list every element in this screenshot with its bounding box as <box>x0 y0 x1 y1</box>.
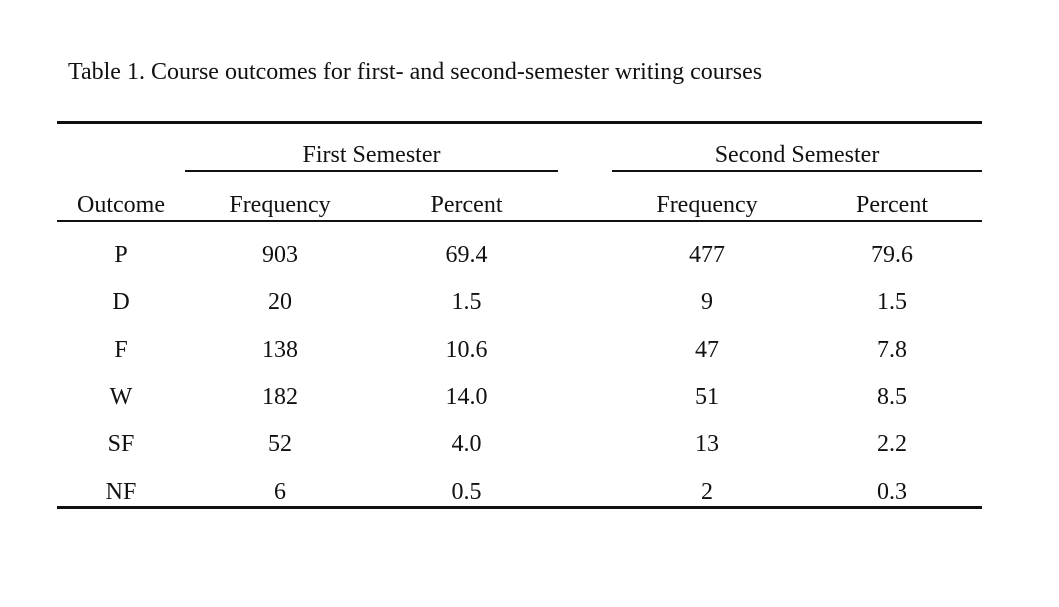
first-percent-cell: 10.6 <box>445 337 488 363</box>
table-caption: Table 1. Course outcomes for first- and second-semester writing courses <box>68 59 763 85</box>
first-percent-cell: 69.4 <box>445 242 488 268</box>
top-rule <box>57 121 982 124</box>
first-frequency-cell: 903 <box>262 242 298 268</box>
group-header-first-semester: First Semester <box>302 142 441 168</box>
column-header-first-frequency: Frequency <box>229 192 331 218</box>
column-header-second-percent: Percent <box>856 192 928 218</box>
first-frequency-cell: 138 <box>262 337 298 363</box>
bottom-rule <box>57 506 982 509</box>
outcome-cell: F <box>114 337 128 363</box>
column-header-outcome: Outcome <box>77 192 165 218</box>
header-rule <box>57 220 982 222</box>
first-percent-cell: 0.5 <box>451 479 482 505</box>
first-percent-cell: 14.0 <box>445 384 488 410</box>
group-header-second-semester: Second Semester <box>714 142 880 168</box>
second-frequency-cell: 47 <box>695 337 719 363</box>
first-percent-cell: 4.0 <box>451 431 482 457</box>
second-percent-cell: 0.3 <box>877 479 907 505</box>
second-percent-cell: 2.2 <box>877 431 907 457</box>
outcome-cell: W <box>109 384 133 410</box>
outcome-cell: D <box>112 289 130 315</box>
second-frequency-cell: 2 <box>701 479 713 505</box>
second-frequency-cell: 477 <box>689 242 725 268</box>
second-frequency-cell: 9 <box>701 289 713 315</box>
outcome-cell: NF <box>105 479 137 505</box>
column-header-second-frequency: Frequency <box>656 192 758 218</box>
first-frequency-cell: 52 <box>268 431 292 457</box>
second-frequency-cell: 51 <box>695 384 719 410</box>
second-percent-cell: 8.5 <box>877 384 907 410</box>
second-percent-cell: 7.8 <box>877 337 907 363</box>
first-frequency-cell: 20 <box>268 289 292 315</box>
first-frequency-cell: 6 <box>274 479 286 505</box>
first-semester-rule <box>185 170 558 172</box>
second-percent-cell: 1.5 <box>877 289 907 315</box>
column-header-first-percent: Percent <box>430 192 503 218</box>
first-frequency-cell: 182 <box>262 384 298 410</box>
second-semester-rule <box>612 170 982 172</box>
outcome-cell: SF <box>107 431 135 457</box>
first-percent-cell: 1.5 <box>451 289 482 315</box>
second-percent-cell: 79.6 <box>871 242 913 268</box>
outcome-cell: P <box>114 242 128 268</box>
second-frequency-cell: 13 <box>695 431 719 457</box>
